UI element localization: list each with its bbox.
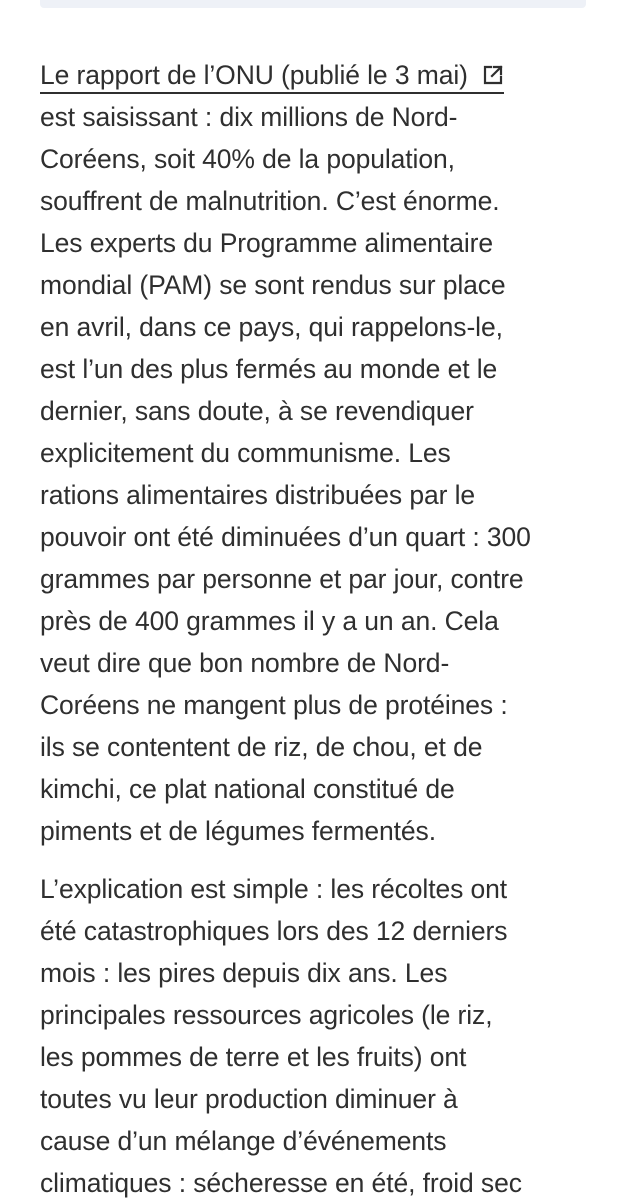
previous-content-block [40,0,586,8]
external-link-icon [482,64,504,86]
article-body [40,54,592,1204]
un-report-link[interactable] [40,60,504,94]
paragraph-2: L’explication est simple : les récoltes ont été catastrophiques lors des 12 derniers mois : les pires depuis dix ans. Les principales ressources agricoles (le riz, les pommes de terre et les fruits) ont toutes vu leur production diminuer à cause d’un mélange d’événements climatiques : sécheresse en été, froid sec [40,874,522,1198]
paragraph-1-text: est saisissant : dix millions de Nord- Coréens, soit 40% de la population, souffrent de malnutrition. C’est énorme. Les experts du Programme alimentaire mondial (PAM) se sont rendus sur place en avril, dans ce pays, qui rappelons-le, est l’un des plus fermés au monde et le dernier, sans doute, à se revendiquer explicitement du communisme. Les rations alimentaires distribuées par le pouvoir ont été diminuées d’un quart : 300 grammes par personne et par jour, contre près de 400 grammes il y a un an. Cela veut dire que bon nombre de Nord- Coréens ne mangent plus de protéines : ils se contentent de riz, de chou, et de kimchi, ce plat national constitué de piments et de légumes fermentés. [40,102,531,846]
un-report-link-label: Le rapport de l’ONU (publié le 3 mai) [40,60,468,90]
paragraph-1 [40,54,592,852]
